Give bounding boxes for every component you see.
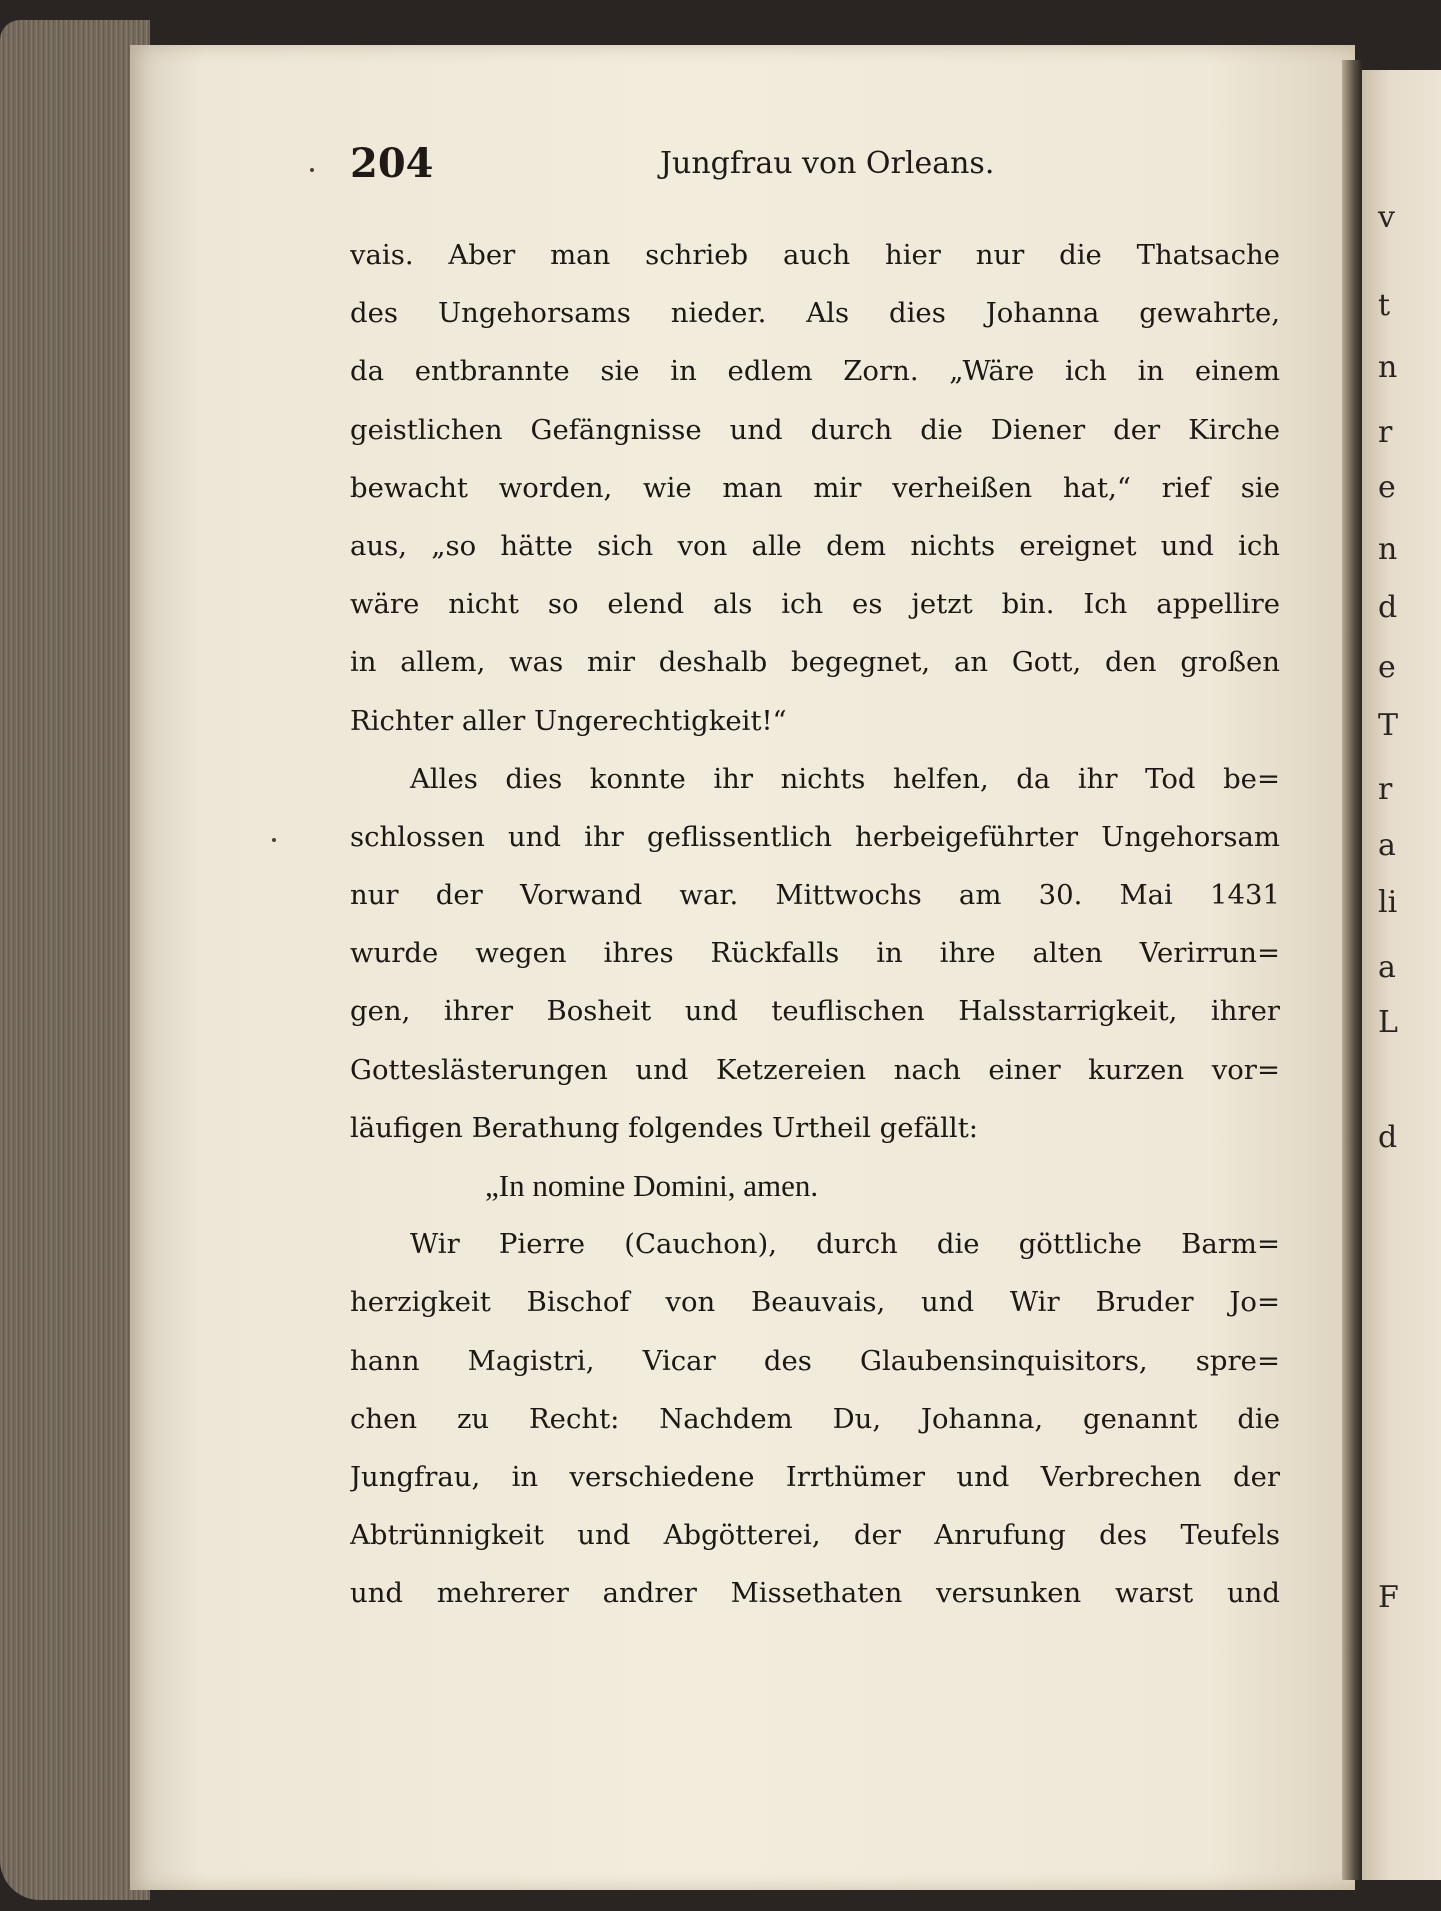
text-line: und mehrerer andrer Missethaten versunken warst und — [350, 1577, 1280, 1610]
text-line: Abtrünnigkeit und Abgötterei, der Anrufung des Teufels — [350, 1519, 1280, 1552]
facing-page-fragment — [1362, 70, 1441, 1880]
facing-letter: li — [1378, 885, 1398, 920]
facing-letter: F — [1378, 1580, 1399, 1615]
facing-letter: L — [1378, 1005, 1398, 1040]
text-line: chen zu Recht: Nachdem Du, Johanna, genannt die — [350, 1402, 1280, 1435]
text-line: aus, „so hätte sich von alle dem nichts ereignet und ich — [350, 529, 1280, 562]
text-line: nur der Vorwand war. Mittwochs am 30. Mai 1431 — [350, 879, 1280, 912]
text-line: geistlichen Gefängnisse und durch die Diener der Kirche — [350, 413, 1280, 446]
text-line: Wir Pierre (Cauchon), durch die göttliche Barm= — [410, 1228, 1280, 1261]
text-line: läufigen Berathung folgendes Urtheil gefällt: — [350, 1111, 979, 1144]
facing-letter: n — [1378, 350, 1398, 385]
text-line: schlossen und ihr geflissentlich herbeigeführter Ungehorsam — [350, 820, 1280, 853]
text-line: des Ungehorsams nieder. Als dies Johanna gewahrte, — [350, 297, 1280, 330]
text-line: hann Magistri, Vicar des Glaubensinquisitors, spre= — [350, 1344, 1280, 1377]
facing-letter: a — [1378, 950, 1396, 985]
facing-letter: e — [1378, 470, 1396, 505]
text-line: wurde wegen ihres Rückfalls in ihre alten Verirrun= — [350, 937, 1280, 970]
page-edges — [0, 20, 150, 1900]
facing-letter: d — [1378, 590, 1398, 625]
facing-letter: r — [1378, 772, 1393, 807]
book-gutter — [1342, 60, 1362, 1880]
text-line: Alles dies konnte ihr nichts helfen, da ihr Tod be= — [410, 762, 1280, 795]
text-line: Richter aller Ungerechtigkeit!“ — [350, 704, 787, 737]
latin-invocation: „In nomine Domini, amen. — [485, 1168, 819, 1203]
page-number: 204 — [350, 140, 434, 187]
text-line: in allem, was mir deshalb begegnet, an Gott, den großen — [350, 646, 1280, 679]
text-line: Jungfrau, in verschiedene Irrthümer und Verbrechen der — [350, 1460, 1280, 1493]
facing-letter: T — [1378, 708, 1399, 743]
running-title: Jungfrau von Orleans. — [660, 146, 995, 181]
text-line: Gotteslästerungen und Ketzereien nach einer kurzen vor= — [350, 1053, 1280, 1086]
facing-letter: a — [1378, 828, 1396, 863]
text-line: wäre nicht so elend als ich es jetzt bin. Ich appellire — [350, 588, 1280, 621]
facing-letter: r — [1378, 415, 1393, 450]
text-line: bewacht worden, wie man mir verheißen hat,“ rief sie — [350, 471, 1280, 504]
page-speck — [310, 168, 314, 172]
facing-letter: d — [1378, 1120, 1398, 1155]
text-line: gen, ihrer Bosheit und teuflischen Halsstarrigkeit, ihrer — [350, 995, 1280, 1028]
text-line: herzigkeit Bischof von Beauvais, und Wir Bruder Jo= — [350, 1286, 1280, 1319]
page-header — [350, 140, 1010, 190]
body-text — [350, 226, 1280, 1623]
page-speck — [272, 838, 276, 842]
facing-letter: n — [1378, 532, 1398, 567]
facing-letter: e — [1378, 650, 1396, 685]
text-line: da entbrannte sie in edlem Zorn. „Wäre ich in einem — [350, 355, 1280, 388]
facing-letter: t — [1378, 288, 1391, 323]
text-line: vais. Aber man schrieb auch hier nur die Thatsache — [350, 239, 1280, 271]
facing-letter: v — [1378, 200, 1395, 235]
